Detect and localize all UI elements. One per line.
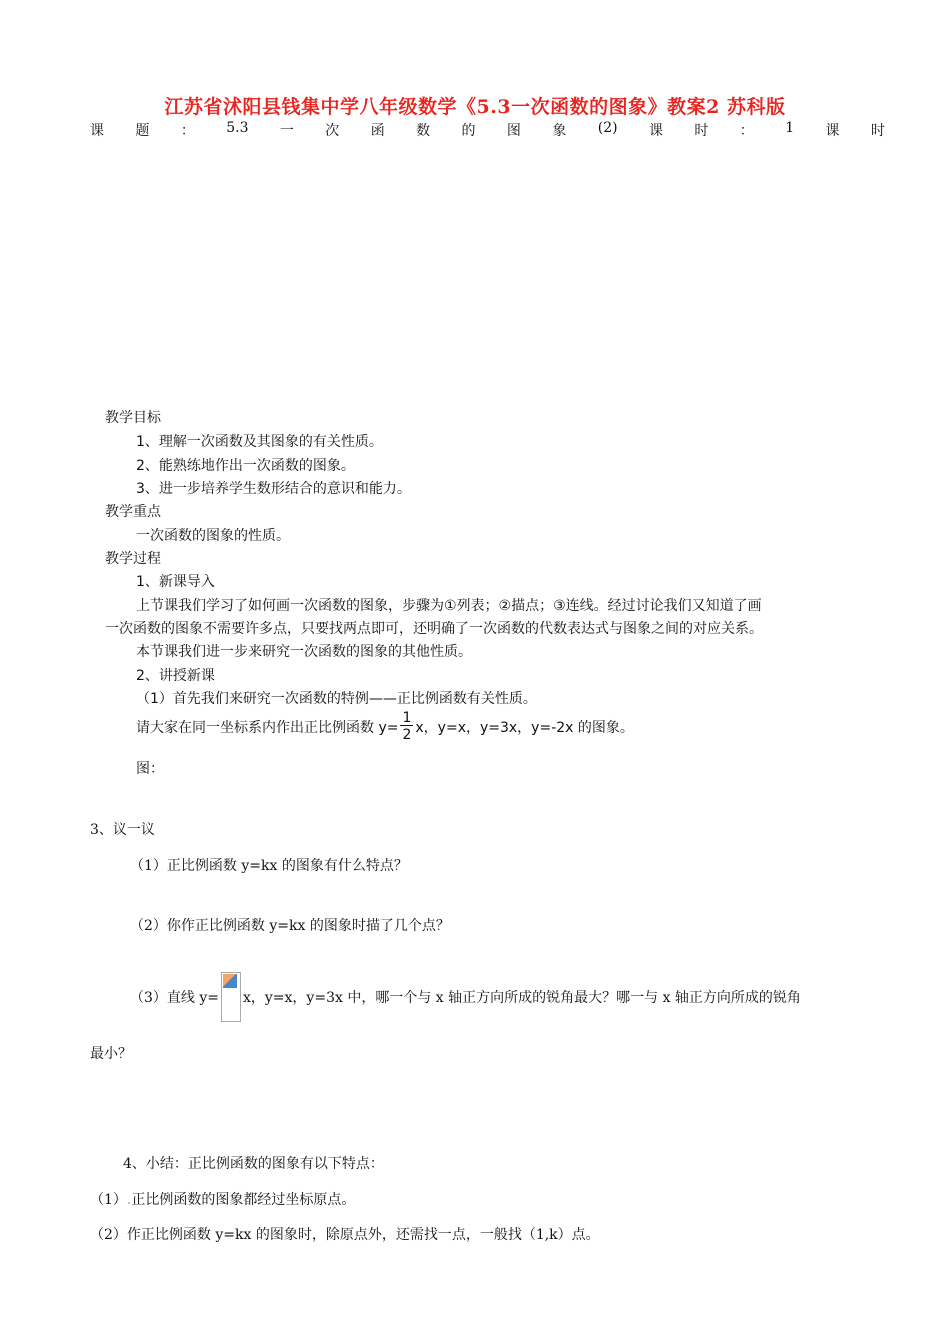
broken-image-icon <box>221 972 241 1022</box>
subject-char: 时 <box>694 123 709 139</box>
objective-item: 1、理解一次函数及其图象的有关性质。 <box>136 434 383 450</box>
subject-char: ： <box>180 123 195 139</box>
summary-item-2: （2）作正比例函数 y=kx 的图象时，除原点外，还需找一点，一般找（1,k）点。 <box>90 1227 600 1243</box>
discuss-heading: 3、议一议 <box>90 822 155 838</box>
key-points-text: 一次函数的图象的性质。 <box>136 528 290 544</box>
summary-heading: 4、小结：正比例函数的图象有以下特点： <box>123 1156 384 1172</box>
document-title: 江苏省沭阳县钱集中学八年级数学《5.3一次函数的图象》教案2 苏科版 <box>164 96 786 118</box>
objective-item: 2、能熟练地作出一次函数的图象。 <box>136 458 355 474</box>
subject-char: 课 <box>648 123 663 139</box>
subject-line <box>90 120 885 140</box>
subject-char: 5.3 <box>226 120 249 136</box>
plot-task-prefix: 请大家在同一坐标系内作出正比例函数 y= <box>136 719 399 736</box>
subject-char: 函 <box>370 123 385 139</box>
subject-char: 的 <box>461 123 476 139</box>
summary-item-number: （1） <box>90 1192 127 1208</box>
subject-char: ： <box>739 123 754 139</box>
step1-paragraph-line: 上节课我们学习了如何画一次函数的图象，步骤为①列表；②描点；③连线。经过讨论我们又知道了画 <box>136 598 762 614</box>
summary-item-text: 正比例函数的图象都经过坐标原点。 <box>131 1192 356 1208</box>
subject-char: 数 <box>416 123 431 139</box>
subject-char: 次 <box>325 123 340 139</box>
step2-title: 2、讲授新课 <box>136 668 215 684</box>
discuss-question: （1）正比例函数 y=kx 的图象有什么特点？ <box>130 858 408 874</box>
discuss-question: （2）你作正比例函数 y=kx 的图象时描了几个点？ <box>130 918 450 934</box>
subject-char: 象 <box>552 123 567 139</box>
q3-prefix: （3）直线 y= <box>130 990 219 1006</box>
fraction-denominator: 2 <box>402 727 412 743</box>
subject-char: 1 <box>785 120 795 136</box>
figure-label: 图： <box>136 761 164 777</box>
q3-suffix: x，y=x，y=3x 中，哪一个与 x 轴正方向所成的锐角最大？哪一与 x 轴正方向所成的锐角 <box>243 990 801 1006</box>
q3-continuation: 最小？ <box>90 1046 132 1062</box>
step1-title: 1、新课导入 <box>136 574 215 590</box>
subject-char: 图 <box>506 123 521 139</box>
step2-subsection: （1）首先我们来研究一次函数的特例——正比例函数有关性质。 <box>136 691 537 707</box>
plot-task-line <box>136 711 634 742</box>
plot-task-suffix: x，y=x，y=3x，y=-2x 的图象。 <box>415 719 634 736</box>
step1-paragraph-line: 一次函数的图象不需要许多点，只要找两点即可，还明确了一次函数的代数表达式与图象之间的对应关系。 <box>105 621 763 637</box>
subject-char: 时 <box>870 123 885 139</box>
process-heading: 教学过程 <box>105 551 161 567</box>
key-points-heading: 教学重点 <box>105 504 161 520</box>
subject-char: 一 <box>279 123 294 139</box>
subject-char: 课 <box>90 123 104 139</box>
summary-item-1 <box>90 1189 355 1209</box>
fraction-numerator: 1 <box>402 710 412 726</box>
fraction-one-half <box>400 711 413 742</box>
subject-char: 题 <box>135 123 150 139</box>
objectives-heading: 教学目标 <box>105 410 161 426</box>
subject-char: (2) <box>597 120 618 136</box>
subject-char: 课 <box>825 123 840 139</box>
objective-item: 3、进一步培养学生数形结合的意识和能力。 <box>136 481 411 497</box>
edit-mark: . <box>126 1192 132 1208</box>
step1-paragraph-2: 本节课我们进一步来研究一次函数的图象的其他性质。 <box>136 644 472 660</box>
discuss-question-3 <box>130 972 801 1022</box>
